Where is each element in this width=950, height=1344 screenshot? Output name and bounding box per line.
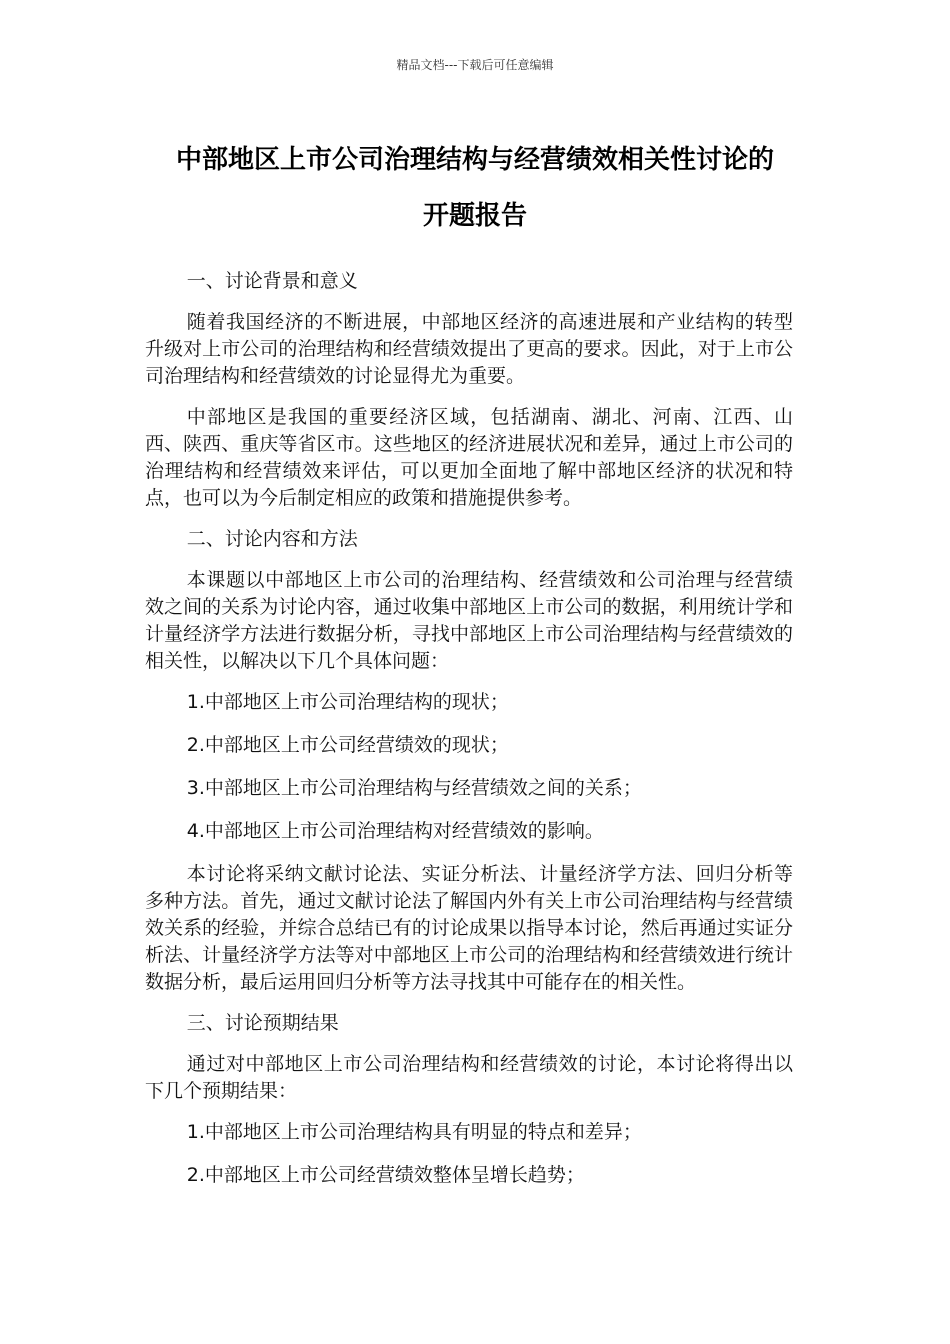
list-item: 3.中部地区上市公司治理结构与经营绩效之间的关系； — [186, 777, 642, 799]
section-heading-background: 一、讨论背景和意义 — [186, 270, 358, 292]
list-item: 2.中部地区上市公司经营绩效的现状； — [186, 734, 509, 756]
paragraph-background-1: 随着我国经济的不断进展，中部地区经济的高速进展和产业结构的转型升级对上市公司的治理结构和经营绩效提出了更高的要求。因此，对于上市公司治理结构和经营绩效的讨论显得尤为重要。 — [145, 311, 793, 387]
paragraph-background-2: 中部地区是我国的重要经济区域，包括湖南、湖北、河南、江西、山西、陕西、重庆等省区市。这些地区的经济进展状况和差异，通过上市公司的治理结构和经营绩效来评估，可以更加全面地了解中部地区经济的状况和特点，也可以为今后制定相应的政策和措施提供参考。 — [145, 406, 793, 509]
list-item: 4.中部地区上市公司治理结构对经营绩效的影响。 — [186, 820, 604, 842]
document-title — [140, 132, 810, 244]
paragraph-content-method-2: 本讨论将采纳文献讨论法、实证分析法、计量经济学方法、回归分析等多种方法。首先，通过文献讨论法了解国内外有关上市公司治理结构与经营绩效关系的经验，并综合总结已有的讨论成果以指导本讨论，然后再通过实证分析法、计量经济学方法等对中部地区上市公司的治理结构和经营绩效进行统计数据分析，最后运用回归分析等方法寻找其中可能存在的相关性。 — [145, 863, 793, 993]
document-title-line-1: 中部地区上市公司治理结构与经营绩效相关性讨论的 — [175, 145, 774, 175]
section-heading-content-method: 二、讨论内容和方法 — [186, 528, 358, 550]
document-body — [145, 268, 793, 1205]
section-heading-expected-results: 三、讨论预期结果 — [186, 1012, 339, 1034]
list-item: 1.中部地区上市公司治理结构具有明显的特点和差异； — [186, 1121, 642, 1143]
paragraph-content-method-1: 本课题以中部地区上市公司的治理结构、经营绩效和公司治理与经营绩效之间的关系为讨论内容，通过收集中部地区上市公司的数据，利用统计学和计量经济学方法进行数据分析，寻找中部地区上市公司治理结构与经营绩效的相关性，以解决以下几个具体问题： — [145, 569, 793, 672]
page-header-note: 精品文档---下载后可任意编辑 — [396, 58, 554, 72]
list-item: 1.中部地区上市公司治理结构的现状； — [186, 691, 509, 713]
document-title-line-2: 开题报告 — [422, 201, 527, 231]
paragraph-expected-results-1: 通过对中部地区上市公司治理结构和经营绩效的讨论，本讨论将得出以下几个预期结果： — [145, 1053, 793, 1102]
list-item: 2.中部地区上市公司经营绩效整体呈增长趋势； — [186, 1164, 585, 1186]
